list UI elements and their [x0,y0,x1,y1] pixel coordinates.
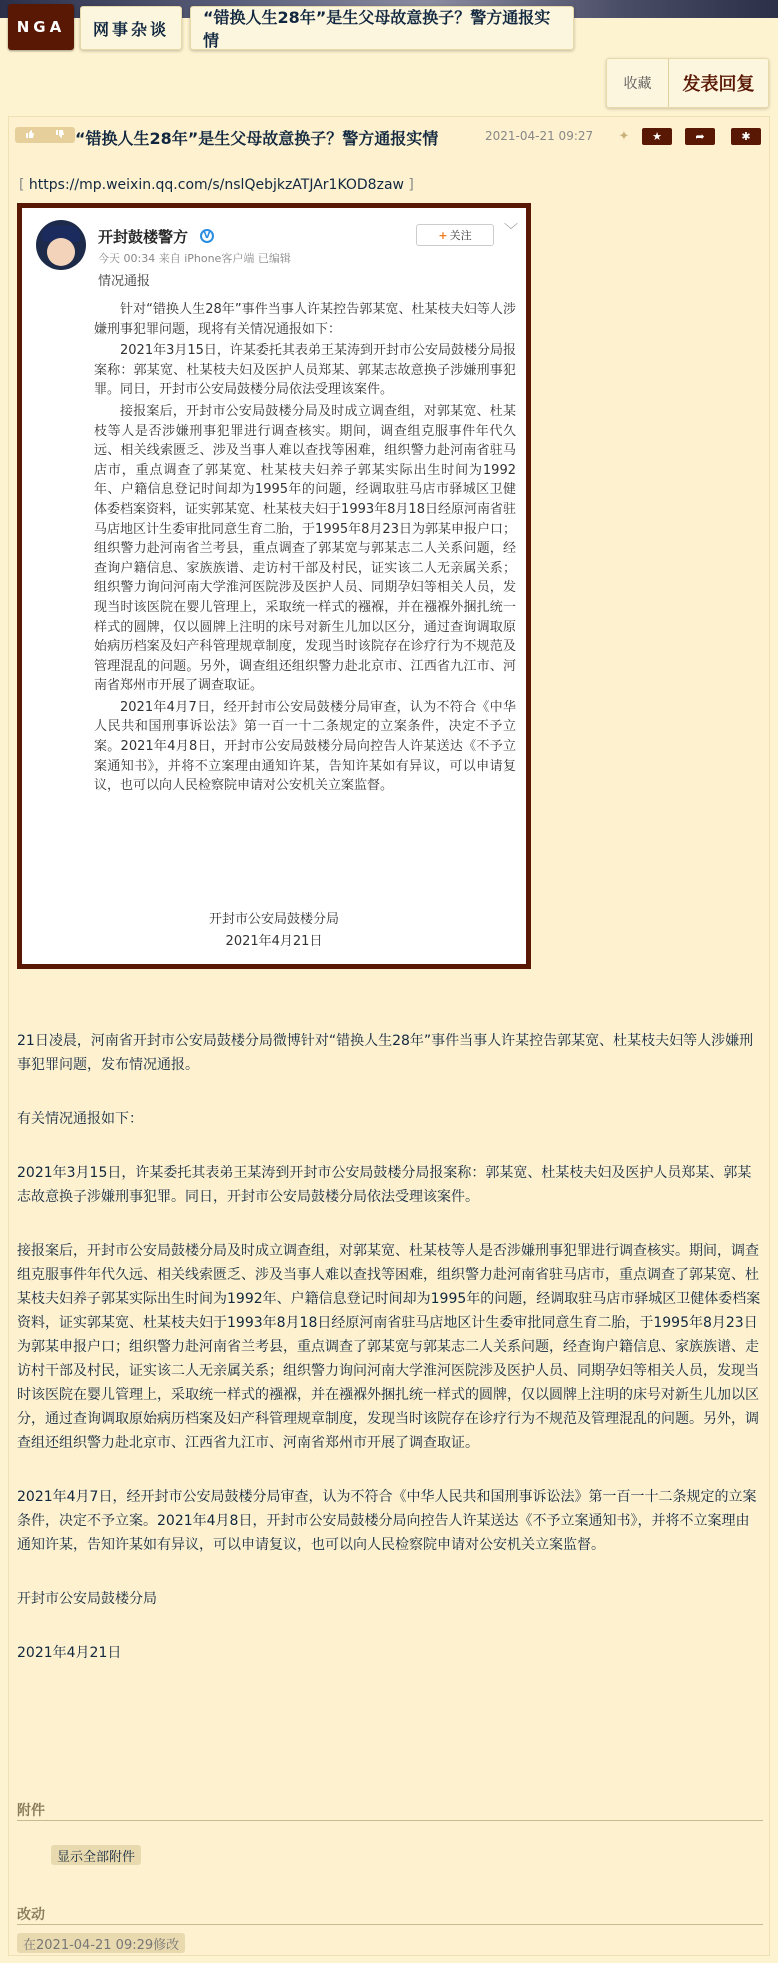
post-title: “错换人生28年”是生父母故意换子？警方通报实情 [75,129,439,148]
source-link[interactable]: https://mp.weixin.qq.com/s/nslQebjkzATJAr1KOD8zaw [28,177,404,193]
decor-icon: ✦ [618,129,630,144]
notice-signature-date: 2021年4月21日 [225,934,323,949]
nga-logo[interactable]: NGA [8,4,74,50]
notice-signature-org: 开封市公安局鼓楼分局 [208,912,339,927]
content-paragraph: 接报案后，开封市公安局鼓楼分局及时成立调查组，对郭某宽、杜某枝等人是否涉嫌刑事犯罪进行调查核实。期间，调查组克服事件年代久远、相关线索匮乏、涉及当事人难以查找等困难，组织警力赴河南省驻马店市，重点调查了郭某宽、杜某枝夫妇养子郭某实际出生时间为1992年、户籍信息登记时间却为1995年的问题，经调取驻马店市驿城区卫健体委档案资料，证实郭某宽、杜某枝夫妇于1993年8月18日经原河南省驻马店地区计生委审批同意生育二胎，于1995年8月23日为郭某申报户口；组织警力赴河南省兰考县，重点调查了郭某宽与郭某志二人关系问题，经查询户籍信息、家族族谱、走访村干部及村民，证实该二人无亲属关系；组织警力询问河南大学淮河医院涉及医护人员、同期孕妇等相关人员，发现当时该医院在婴儿管理上，采取统一样式的襁褓，并在襁褓外捆扎统一样式的圆牌，仅以圆牌上注明的床号对新生儿加以区分，通过查询调取原始病历档案及妇产科管理规章制度，发现当时该院存在诊疗行为不规范及管理混乱的问题。另外，调查组还组织警力赴北京市、江西省九江市、河南省郑州市开展了调查取证。 [17,1243,761,1451]
thumbs-down-icon[interactable] [55,129,65,142]
follow-button [416,224,494,246]
edit-note: 在2021-04-21 09:29修改 [17,1933,185,1953]
post [8,116,770,1956]
notice-body [94,300,516,798]
content-paragraph: 2021年4月7日，经开封市公安局鼓楼分局审查，认为不符合《中华人民共和国刑事诉讼法》第一百一十二条规定的立案条件，决定不予立案。2021年4月8日，开封市公安局鼓楼分局向控告人许某送达《不予立案通知书》，并将不立案理由通知许某，告知许某如有异议，可以申请复议，也可以向人民检察院申请对公安机关立案监督。 [17,1489,757,1553]
plus-icon: + [438,228,448,242]
post-meta: 今天 00:34 来自 iPhone客户端 已编辑 [98,252,291,265]
notice-heading: 情况通报 [98,274,151,289]
content-paragraph: 2021年4月21日 [17,1645,122,1661]
post-date: 2021-04-21 09:27 [485,129,594,143]
content-paragraph: 21日凌晨，河南省开封市公安局鼓楼分局微博针对“错换人生28年”事件当事人许某控告郭某宽、杜某枝夫妇等人涉嫌刑事犯罪问题，发布情况通报。 [17,1033,754,1073]
thumbs-up-icon[interactable] [25,129,35,142]
reply-button[interactable]: 发表回复 [682,74,755,95]
follow-label: 关注 [449,229,472,242]
source-link-line [19,177,414,193]
share-icon[interactable]: ➦ [685,128,715,145]
breadcrumb-forum[interactable]: 网事杂谈 [80,6,182,50]
attachments-divider [17,1820,763,1821]
star-icon[interactable]: ★ [642,128,672,145]
notice-paragraph: 2021年3月15日，许某委托其表弟王某涛到开封市公安局鼓楼分局报案称：郭某宽、杜某枝夫妇及医护人员郑某、郭某志故意换子涉嫌刑事犯罪。同日，开封市公安局鼓楼分局依法受理该案件。 [94,343,516,398]
content-paragraph: 2021年3月15日，许某委托其表弟王某涛到开封市公安局鼓楼分局报案称：郭某宽、杜某枝夫妇及医护人员郑某、郭某志故意换子涉嫌刑事犯罪。同日，开封市公安局鼓楼分局依法受理该案件。 [17,1165,752,1205]
notice-paragraph: 接报案后，开封市公安局鼓楼分局及时成立调查组，对郭某宽、杜某枝等人是否涉嫌刑事犯罪进行调查核实。期间，调查组克服事件年代久远、相关线索匮乏、涉及当事人难以查找等困难，组织警力赴河南省驻马店市，重点调查了郭某宽、杜某枝夫妇养子郭某实际出生时间为1992年、户籍信息登记时间却为1995年的问题，经调取驻马店市驿城区卫健体委档案资料，证实郭某宽、杜某枝夫妇于1993年8月18日经原河南省驻马店地区计生委审批同意生育二胎，于1995年8月23日为郭某申报户口；组织警力赴河南省兰考县，重点调查了郭某宽与郭某志二人关系问题，经查询户籍信息、家族族谱、走访村干部及村民，证实该二人无亲属关系；组织警力询问河南大学淮河医院涉及医护人员、同期孕妇等相关人员，发现当时该医院在婴儿管理上，采取统一样式的襁褓，并在襁褓外捆扎统一样式的圆牌，仅以圆牌上注明的床号对新生儿加以区分，通过查询调取原始病历档案及妇产科管理规章制度，发现当时该院存在诊疗行为不规范及管理混乱的问题。另外，调查组还组织警力赴北京市、江西省九江市、河南省郑州市开展了调查取证。 [94,403,516,694]
attachments-label: 附件 [17,1803,45,1819]
show-attachments-button[interactable]: 显示全部附件 [51,1845,141,1865]
verified-icon: V [200,229,214,243]
notice-paragraph: 针对“错换人生28年”事件当事人许某控告郭某宽、杜某枝夫妇等人涉嫌刑事犯罪问题，现将有关情况通报如下： [94,302,516,337]
changes-label: 改动 [17,1907,45,1923]
breadcrumb-thread[interactable]: “错换人生28年”是生父母故意换子？警方通报实情 [190,6,574,50]
changes-divider [17,1924,763,1925]
gear-icon[interactable]: ✱ [731,128,761,145]
vote-badge[interactable] [15,127,75,143]
avatar [36,220,86,270]
link-bracket-close: ] [408,177,414,193]
chevron-down-icon: ﹀ [504,223,518,239]
post-content [17,1029,763,1695]
content-paragraph: 有关情况通报如下： [17,1111,143,1127]
account-name: 开封鼓楼警方 [98,228,189,246]
content-paragraph: 开封市公安局鼓楼分局 [17,1591,157,1607]
post-header [9,117,771,155]
avatar-face [47,238,75,266]
notice-paragraph: 2021年4月7日，经开封市公安局鼓楼分局审查，认为不符合《中华人民共和国刑事诉讼法》第一百一十二条规定的立案条件，决定不予立案。2021年4月8日，开封市公安局鼓楼分局向控告人许某送达《不予立案通知书》，并将不立案理由通知许某，告知许某如有异议，可以申请复议，也可以向人民检察院申请对公安机关立案监督。 [94,699,516,794]
favorite-button[interactable]: 收藏 [607,59,669,107]
link-bracket-open: [ [19,177,25,193]
embedded-weibo-image[interactable] [17,203,531,969]
thread-actions [606,58,769,108]
